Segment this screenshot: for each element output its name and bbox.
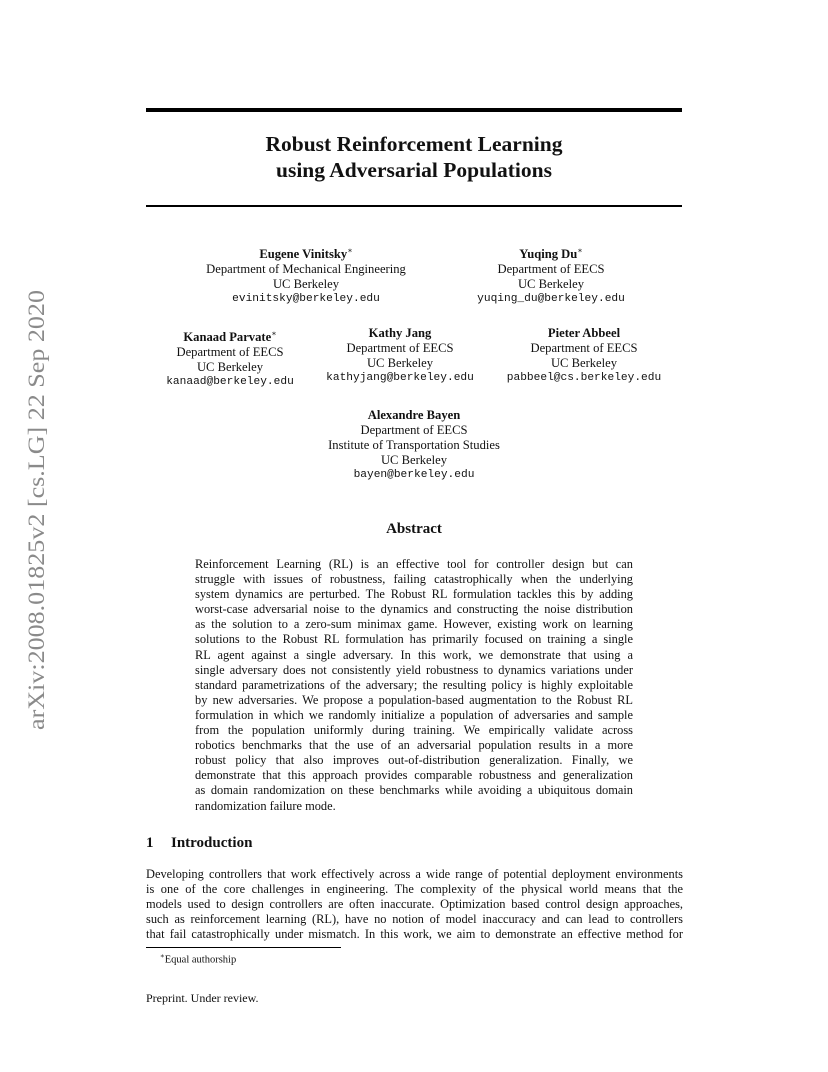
author-department: Department of EECS: [497, 262, 605, 277]
abstract-line: formulation in which we randomly initialize a population of adversaries and sample: [195, 707, 633, 722]
abstract-line: worst-case adversarial noise to the dynamics and constructing the noise distribution: [195, 602, 633, 617]
paper-title-line-2: using Adversarial Populations: [276, 158, 552, 182]
author-name: Eugene Vinitsky: [259, 247, 348, 262]
abstract-line: robotics benchmarks that the use of an adversarial population results in a more: [195, 738, 633, 753]
introduction-line: is one of the core challenges in engineering. The complexity of the physical world means that the: [146, 882, 683, 897]
author-name: Pieter Abbeel: [547, 326, 621, 340]
footnote-rule: [146, 947, 341, 948]
author-department: Department of EECS: [530, 341, 638, 355]
equal-authorship-mark: ∗: [347, 246, 353, 255]
author-block-vinitsky: [180, 243, 432, 307]
author-block-parvate: [150, 326, 310, 390]
abstract-line: demonstrate that this approach provides comparable robustness and generalization: [195, 768, 633, 783]
author-institution: UC Berkeley: [196, 360, 264, 375]
section-heading-introduction: [146, 835, 252, 852]
author-department: Department of EECS: [346, 341, 454, 355]
abstract-line: from the population uniformly during training. We empirically validate across: [195, 723, 633, 738]
author-email[interactable]: kathyjang@berkeley.edu: [326, 372, 474, 384]
introduction-line: that fail catastrophically under mismatch. In this work, we aim to demonstrate an effective method for: [146, 927, 683, 942]
author-institution: UC Berkeley: [366, 356, 434, 370]
equal-authorship-mark: ∗: [577, 246, 583, 255]
abstract-line: RL agent against a single adversary. In this work, we demonstrate that using a: [195, 647, 633, 662]
author-name: Kathy Jang: [368, 326, 432, 340]
paper-title-line-1: Robust Reinforcement Learning: [265, 132, 563, 156]
footnote-text: Equal authorship: [164, 954, 237, 966]
abstract-line: system dynamics are perturbed. The Robust RL formulation tackles this by adding: [195, 587, 633, 602]
author-block-jang: [314, 326, 486, 386]
author-department: Department of EECS: [360, 423, 468, 437]
abstract-line: single adversary does not consistently yield robustness to dynamics variations under: [195, 662, 633, 677]
author-name: Alexandre Bayen: [367, 408, 461, 422]
section-number: 1: [146, 835, 154, 851]
author-block-abbeel: [494, 326, 674, 386]
abstract-heading: Abstract: [386, 521, 442, 537]
title-top-rule: [146, 108, 682, 112]
author-block-bayen: [304, 408, 524, 483]
author-email[interactable]: pabbeel@cs.berkeley.edu: [506, 372, 662, 384]
footnote-mark: ∗: [160, 952, 165, 960]
author-department: Department of EECS: [176, 345, 284, 360]
abstract-line: randomization failure mode.: [195, 798, 336, 813]
section-title: Introduction: [171, 835, 253, 851]
author-institution: UC Berkeley: [380, 453, 448, 467]
preprint-note: Preprint. Under review.: [146, 991, 259, 1005]
arxiv-identifier-stamp: [22, 290, 52, 730]
abstract-line: robust policy that also improves out-of-distribution generalization. Finally, we: [195, 753, 633, 768]
author-email[interactable]: bayen@berkeley.edu: [353, 469, 475, 481]
author-email[interactable]: evinitsky@berkeley.edu: [232, 293, 380, 306]
introduction-line: Developing controllers that work effectively across a wide range of potential deployment environments: [146, 867, 683, 881]
abstract-line: Reinforcement Learning (RL) is an effective tool for controller design but can: [195, 557, 633, 571]
equal-authorship-mark: ∗: [271, 329, 277, 338]
paper-title: [146, 131, 682, 183]
author-name: Kanaad Parvate: [183, 330, 272, 345]
author-institution: UC Berkeley: [517, 277, 585, 292]
introduction-line: such as reinforcement learning (RL), have no notion of model inaccuracy and can lead to controllers: [146, 912, 683, 927]
title-bottom-rule: [146, 205, 682, 207]
author-email[interactable]: kanaad@berkeley.edu: [166, 376, 294, 389]
author-block-du: [451, 243, 651, 307]
author-name: Yuqing Du: [519, 247, 578, 262]
abstract-text: [195, 557, 633, 814]
author-institution: UC Berkeley: [272, 277, 340, 292]
footnote: [160, 952, 236, 966]
author-email[interactable]: yuqing_du@berkeley.edu: [477, 293, 625, 306]
arxiv-stamp-text: arXiv:2008.01825v2 [cs.LG] 22 Sep 2020: [24, 341, 49, 730]
abstract-line: standard parametrizations of the adversary; the resulting policy is highly exploitable: [195, 677, 633, 692]
author-institute: Institute of Transportation Studies: [328, 438, 500, 452]
introduction-text: [146, 867, 683, 942]
abstract-line: as domain randomization on these benchmarks while avoiding a ubiquitous domain: [195, 783, 633, 798]
abstract-line: struggle with issues of robustness, failing catastrophically when the underlying: [195, 572, 633, 587]
abstract-line: solutions to the Robust RL formulation has primarily focused on training a single: [195, 632, 633, 647]
author-department: Department of Mechanical Engineering: [206, 262, 406, 277]
abstract-line: by new adversaries. We propose a population-based augmentation to the Robust RL: [195, 692, 633, 707]
abstract-line: as the solution to a zero-sum minimax game. However, existing work on learning: [195, 617, 633, 632]
author-institution: UC Berkeley: [550, 356, 618, 370]
introduction-line: models used to design controllers are often inaccurate. Optimization based control design approaches,: [146, 897, 683, 912]
